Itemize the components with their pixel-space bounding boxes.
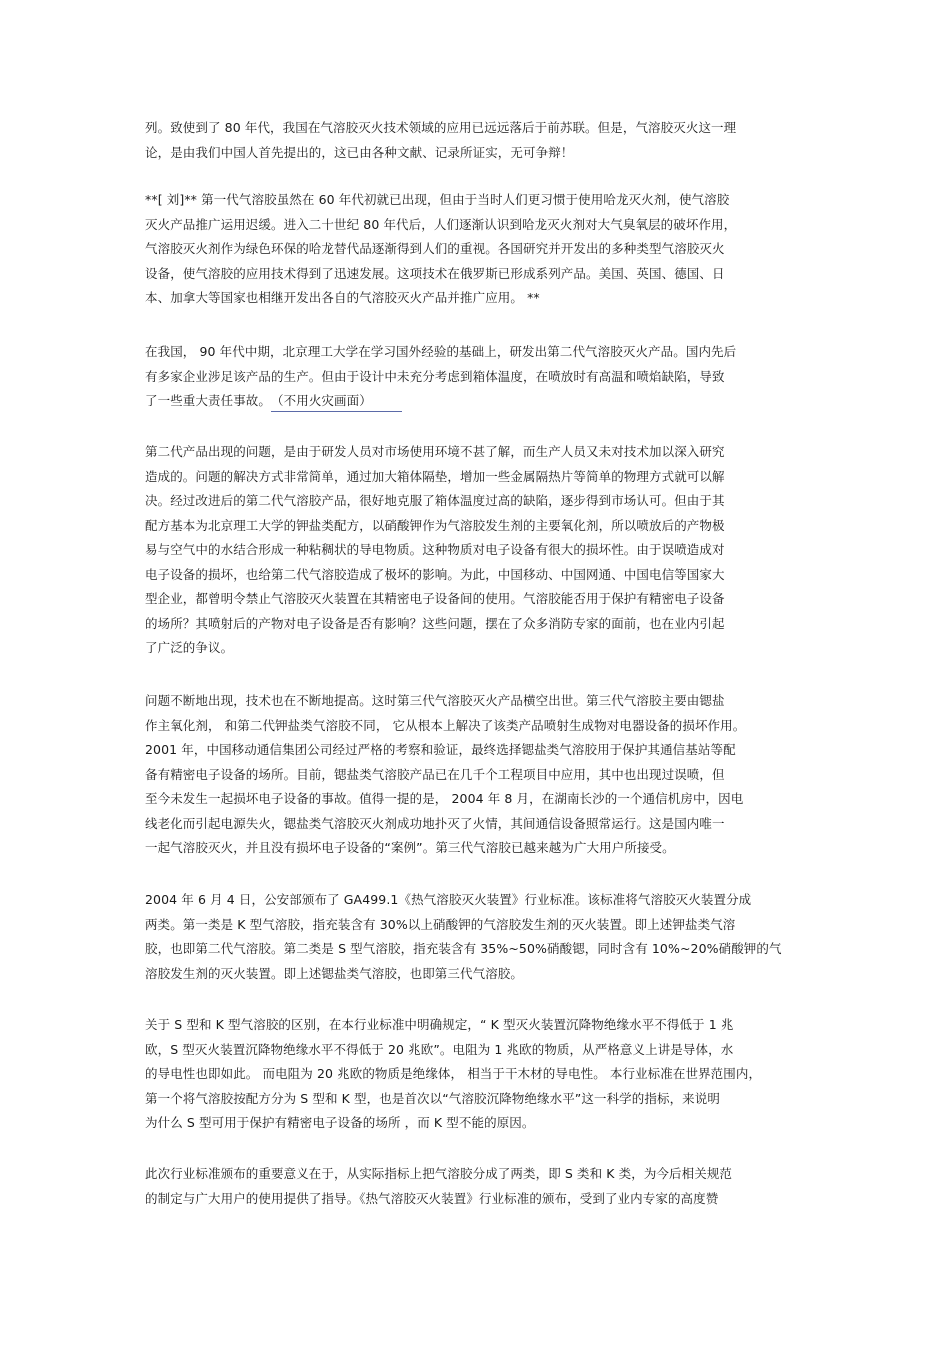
text-line: 关于 S 型和 K 型气溶胶的区别，在本行业标准中明确规定，“ K 型灭火装置沉降物绝缘水平不得低于 1 兆 [145, 1017, 734, 1032]
text-line: 本、加拿大等国家也相继开发出各自的气溶胶灭火产品并推广应用。 ** [145, 290, 540, 305]
text-line: 灭火产品推广运用迟缓。进入二十世纪 80 年代后，人们逐渐认识到哈龙灭火剂对大气臭氧层的破坏作用， [145, 216, 737, 232]
text-segment: 了一些重大责任事故。 [145, 393, 272, 408]
text-line [145, 389, 825, 414]
text-line: 了广泛的争议。 [145, 640, 234, 655]
text-line: 的导电性也即如此。 而电阻为 20 兆欧的物质是绝缘体， 相当于干木材的导电性。 本行业标准在世界范围内， [145, 1066, 762, 1081]
text-line: 2001 年，中国移动通信集团公司经过严格的考察和验证，最终选择锶盐类气溶胶用于保护其通信基站等配 [145, 742, 736, 757]
text-line: 作主氧化剂， 和第二代钾盐类气溶胶不同， 它从根本上解决了该类产品喷射生成物对电器设备的损坏作用。 [145, 717, 746, 733]
text-line: 设备，使气溶胶的应用技术得到了迅速发展。这项技术在俄罗斯已形成系列产品。美国、英国、德国、日 [145, 265, 725, 281]
paragraph-3 [145, 340, 825, 414]
text-line: 两类。第一类是 K 型气溶胶，指充装含有 30%以上硝酸钾的气溶胶发生剂的灭火装置。即上述钾盐类气溶 [145, 916, 736, 932]
paragraph-7 [145, 1013, 825, 1136]
text-line: 列。致使到了 80 年代，我国在气溶胶灭火技术领域的应用已远远落后于前苏联。但是，气溶胶灭火这一理 [145, 120, 737, 135]
text-line: 气溶胶灭火剂作为绿色环保的哈龙替代品逐渐得到人们的重视。各国研究并开发出的多种类型气溶胶灭火 [145, 241, 725, 256]
text-line: 的场所？其喷射后的产物对电子设备是否有影响？这些问题，摆在了众多消防专家的面前，也在业内引起 [145, 615, 725, 631]
text-line: 备有精密电子设备的场所。目前，锶盐类气溶胶产品已在几千个工程项目中应用，其中也出现过误喷，但 [145, 766, 725, 782]
editor-note: （不用火灾画面） [271, 391, 402, 412]
text-line: 此次行业标准颁布的重要意义在于，从实际指标上把气溶胶分成了两类，即 S 类和 K 类，为今后相关规范 [145, 1166, 733, 1181]
text-line: 欧，S 型灭火装置沉降物绝缘水平不得低于 20 兆欧”。电阻为 1 兆欧的物质，从严格意义上讲是导体，水 [145, 1041, 734, 1057]
text-line: 第二代产品出现的问题，是由于研发人员对市场使用环境不甚了解，而生产人员又未对技术加以深入研究 [145, 444, 725, 459]
text-line: 易与空气中的水结合形成一种粘稠状的导电物质。这种物质对电子设备有很大的损坏性。由于误喷造成对 [145, 542, 725, 557]
text-line: 一起气溶胶灭火，并且没有损坏电子设备的“案例”。第三代气溶胶已越来越为广大用户所接受。 [145, 840, 675, 855]
text-line: 溶胶发生剂的灭火装置。即上述锶盐类气溶胶，也即第三代气溶胶。 [145, 965, 524, 981]
text-line: 在我国， 90 年代中期，北京理工大学在学习国外经验的基础上，研发出第二代气溶胶灭火产品。国内先后 [145, 344, 737, 359]
text-line: 问题不断地出现，技术也在不断地提高。这时第三代气溶胶灭火产品横空出世。第三代气溶胶主要由锶盐 [145, 693, 725, 708]
text-line: 胶，也即第二代气溶胶。第二类是 S 型气溶胶，指充装含有 35%~50%硝酸锶，同时含有 10%~20%硝酸钾的气 [145, 941, 782, 956]
text-line: 配方基本为北京理工大学的钾盐类配方，以硝酸钾作为气溶胶发生剂的主要氧化剂，所以喷放后的产物极 [145, 517, 725, 533]
text-line: 第一个将气溶胶按配方分为 S 型和 K 型，也是首次以“气溶胶沉降物绝缘水平”这一科学的指标，来说明 [145, 1090, 720, 1106]
paragraph-5 [145, 689, 825, 861]
text-line: 2004 年 6 月 4 日，公安部颁布了 GA499.1《热气溶胶灭火装置》行业标准。该标准将气溶胶灭火装置分成 [145, 892, 752, 907]
paragraph-2 [145, 188, 825, 311]
text-line: 论，是由我们中国人首先提出的，这已由各种文献、记录所证实，无可争辩！ [145, 144, 574, 160]
paragraph-1 [145, 116, 825, 165]
text-line: 为什么 S 型可用于保护有精密电子设备的场所 ，而 K 型不能的原因。 [145, 1115, 535, 1130]
paragraph-4 [145, 440, 825, 661]
text-line: 线老化而引起电源失火，锶盐类气溶胶灭火剂成功地扑灭了火情，其间通信设备照常运行。这是国内唯一 [145, 815, 725, 831]
text-line: 至今未发生一起损坏电子设备的事故。值得一提的是， 2004 年 8 月，在湖南长沙的一个通信机房中，因电 [145, 791, 744, 806]
paragraph-6 [145, 888, 825, 986]
text-line: 决。经过改进后的第二代气溶胶产品，很好地克服了箱体温度过高的缺陷，逐步得到市场认可。但由于其 [145, 493, 725, 508]
paragraph-8 [145, 1162, 825, 1211]
text-line: 电子设备的损坏，也给第二代气溶胶造成了极坏的影响。为此，中国移动、中国网通、中国电信等国家大 [145, 566, 725, 582]
text-line: **[ 刘]** 第一代气溶胶虽然在 60 年代初就已出现，但由于当时人们更习惯于使用哈龙灭火剂，使气溶胶 [145, 192, 730, 207]
text-line: 的制定与广大用户的使用提供了指导。《热气溶胶灭火装置》行业标准的颁布，受到了业内专家的高度赞 [145, 1190, 719, 1206]
text-line: 型企业，都曾明令禁止气溶胶灭火装置在其精密电子设备间的使用。气溶胶能否用于保护有精密电子设备 [145, 591, 725, 606]
text-line: 有多家企业涉足该产品的生产。但由于设计中未充分考虑到箱体温度，在喷放时有高温和喷焰缺陷，导致 [145, 368, 725, 384]
text-line: 造成的。问题的解决方式非常简单，通过加大箱体隔垫，增加一些金属隔热片等简单的物理方式就可以解 [145, 468, 725, 484]
